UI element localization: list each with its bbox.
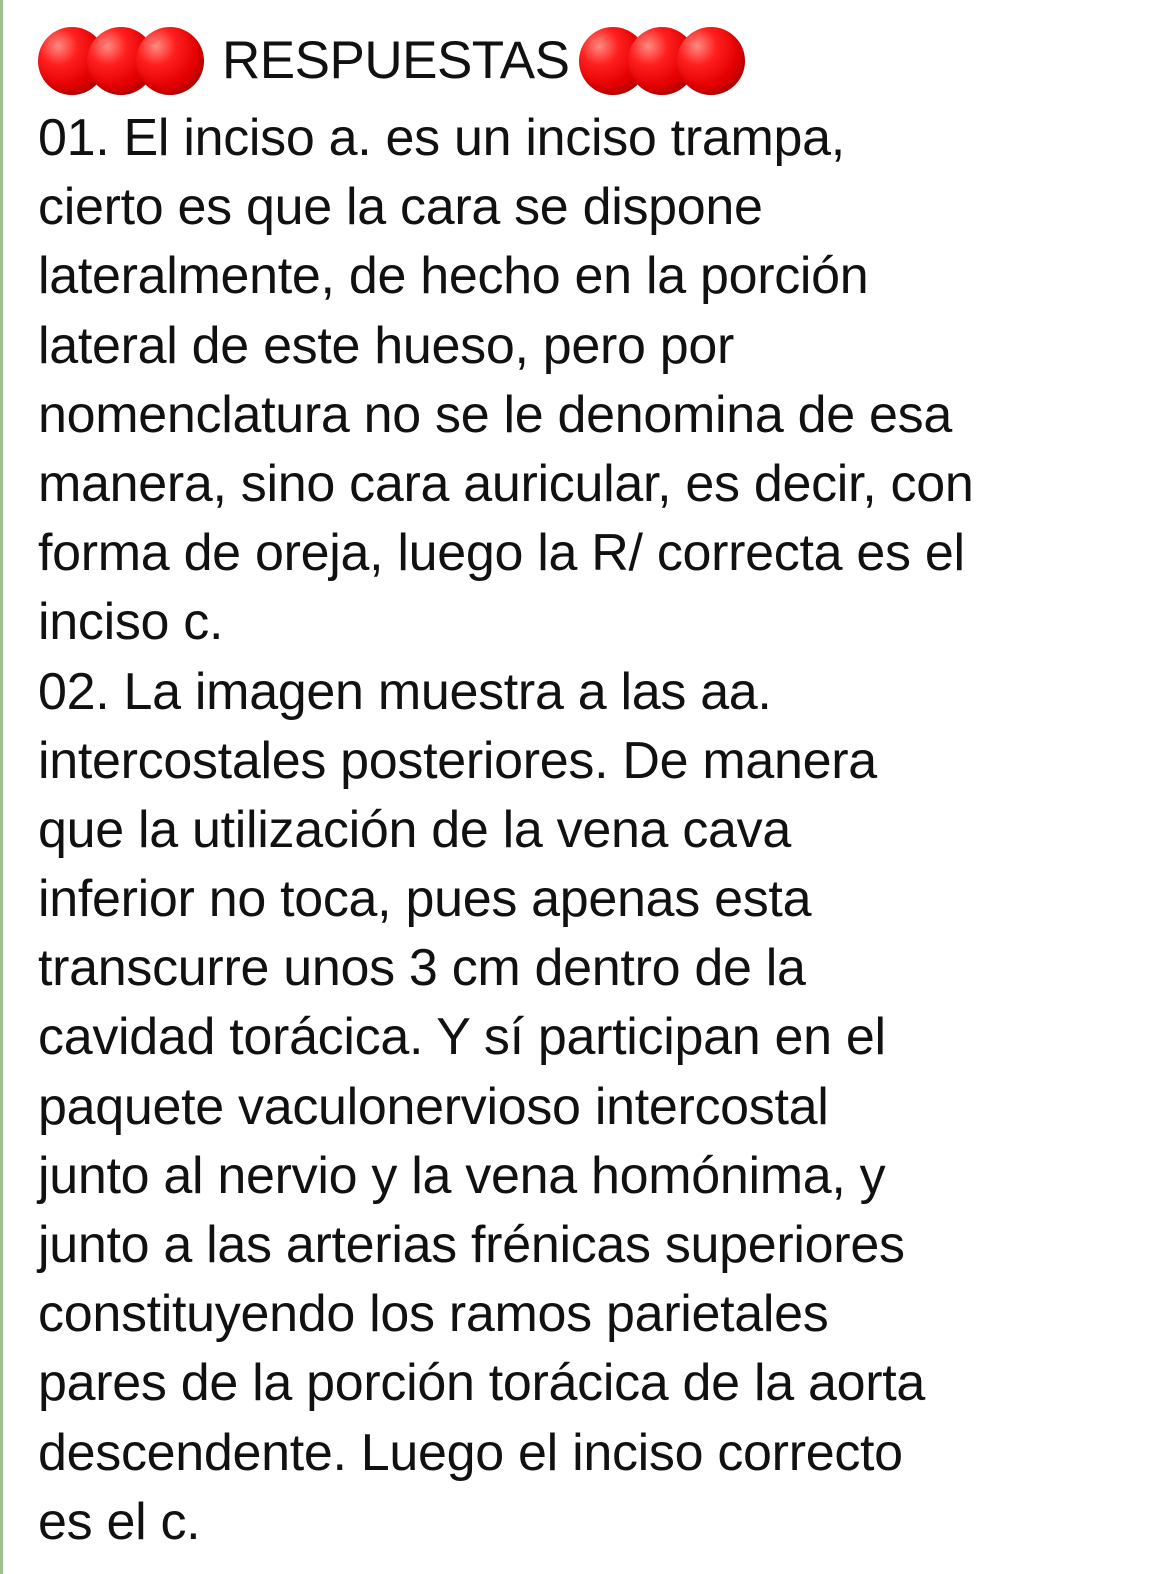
message-line: que la utilización de la vena cava <box>38 800 791 859</box>
message-line: descendente. Luego el inciso correcto <box>38 1423 903 1482</box>
red-circle-icon <box>136 27 204 95</box>
chat-left-border <box>0 0 3 1574</box>
message-line: forma de oreja, luego la R/ correcta es el <box>38 524 965 583</box>
message-line: inferior no toca, pues apenas esta <box>38 870 812 929</box>
message-line: lateralmente, de hecho en la porción <box>38 247 869 306</box>
chat-message[interactable] <box>38 18 1138 1557</box>
message-line: pares de la porción torácica de la aorta <box>38 1354 925 1413</box>
message-line: 02. La imagen muestra a las aa. <box>38 662 772 721</box>
message-line: intercostales posteriores. De manera <box>38 731 877 790</box>
message-line: manera, sino cara auricular, es decir, con <box>38 454 974 513</box>
left-red-circles <box>38 27 204 95</box>
message-line: es el c. <box>38 1492 201 1551</box>
right-red-circles <box>579 27 745 95</box>
message-line: transcurre unos 3 cm dentro de la <box>38 939 806 998</box>
message-line: cavidad torácica. Y sí participan en el <box>38 1008 886 1067</box>
message-line: nomenclatura no se le denomina de esa <box>38 385 952 444</box>
message-title: RESPUESTAS <box>222 31 570 90</box>
red-circle-icon <box>677 27 745 95</box>
message-body <box>38 104 1138 1557</box>
message-line: paquete vaculonervioso intercostal <box>38 1077 829 1136</box>
message-line: junto a las arterias frénicas superiores <box>38 1216 905 1274</box>
message-line: 01. El inciso a. es un inciso trampa, <box>38 109 845 167</box>
message-line: lateral de este hueso, pero por <box>38 316 735 375</box>
message-line: constituyendo los ramos parietales <box>38 1285 829 1344</box>
message-line: cierto es que la cara se dispone <box>38 178 763 237</box>
message-line: junto al nervio y la vena homónima, y <box>38 1146 886 1205</box>
message-line: inciso c. <box>38 593 224 652</box>
message-header <box>38 18 1138 104</box>
